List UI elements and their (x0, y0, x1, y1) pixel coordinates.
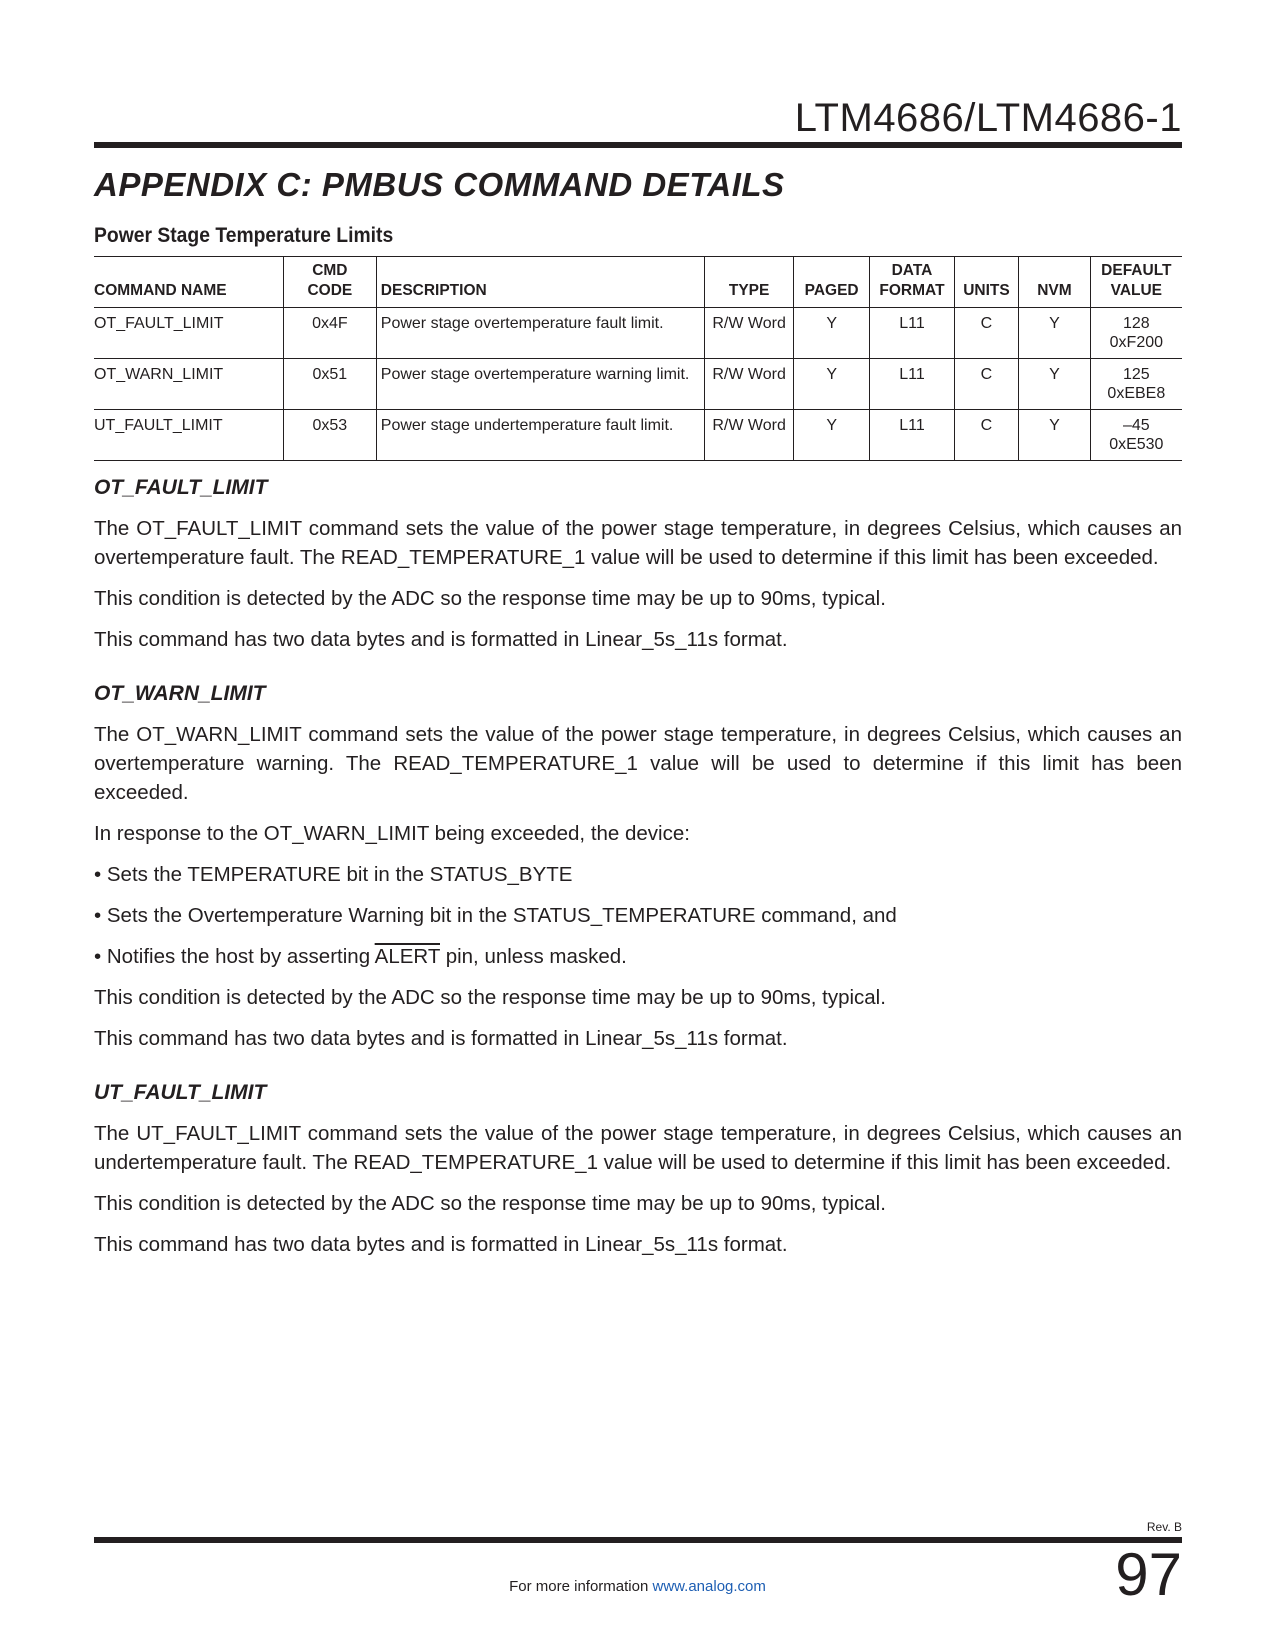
alert-signal: ALERT (374, 945, 440, 968)
table-row (94, 410, 1182, 461)
ot-warn-response-time: This condition is detected by the ADC so the response time may be up to 90ms, typical. (94, 986, 886, 1009)
cell-nvm: Y (1019, 410, 1090, 461)
cell-nvm: Y (1019, 359, 1090, 410)
col-default-line1: DEFAULT (1101, 262, 1172, 279)
page-number: 97 (1115, 1541, 1182, 1608)
cell-format: L11 (870, 308, 954, 359)
ut-fault-response-time: This condition is detected by the ADC so the response time may be up to 90ms, typical. (94, 1192, 886, 1215)
cell-paged: Y (794, 308, 870, 359)
cell-format: L11 (870, 359, 954, 410)
col-type: TYPE (705, 257, 794, 308)
col-data-format (870, 257, 954, 308)
cell-default (1090, 308, 1182, 359)
cell-default-hex: 0xE530 (1109, 436, 1164, 453)
appendix-title: APPENDIX C: PMBUS COMMAND DETAILS (94, 166, 785, 203)
part-number: LTM4686/LTM4686-1 (794, 96, 1182, 140)
ot-warn-bullet-3 (94, 942, 1182, 971)
section-title: Power Stage Temperature Limits (94, 224, 394, 247)
col-paged: PAGED (794, 257, 870, 308)
cell-name: OT_WARN_LIMIT (94, 359, 283, 410)
footer-text: For more information (509, 1578, 653, 1595)
cell-default-hex: 0xEBE8 (1107, 385, 1166, 402)
table-row (94, 359, 1182, 410)
cell-nvm: Y (1019, 308, 1090, 359)
ot-warn-response-intro: In response to the OT_WARN_LIMIT being exceeded, the device: (94, 822, 690, 845)
col-default-value (1090, 257, 1182, 308)
revision-label: Rev. B (1146, 1520, 1182, 1534)
cell-default (1090, 359, 1182, 410)
cell-code: 0x51 (283, 359, 376, 410)
cell-type: R/W Word (705, 308, 794, 359)
cell-name: OT_FAULT_LIMIT (94, 308, 283, 359)
cell-units: C (954, 410, 1019, 461)
col-nvm: NVM (1019, 257, 1090, 308)
cell-units: C (954, 359, 1019, 410)
table-row (94, 308, 1182, 359)
cell-type: R/W Word (705, 410, 794, 461)
col-data-format-line2: FORMAT (879, 282, 945, 299)
ot-warn-bullet-2: • Sets the Overtemperature Warning bit in the STATUS_TEMPERATURE command, and (94, 904, 897, 927)
cell-code: 0x4F (283, 308, 376, 359)
cell-description: Power stage overtemperature warning limit. (376, 359, 704, 410)
bottom-rule (94, 1537, 1182, 1543)
ut-fault-heading: UT_FAULT_LIMIT (94, 1081, 267, 1104)
footer (0, 1578, 1275, 1595)
command-table (94, 256, 1182, 461)
ot-warn-format: This command has two data bytes and is formatted in Linear_5s_11s format. (94, 1027, 788, 1050)
cell-type: R/W Word (705, 359, 794, 410)
ot-fault-paragraph: The OT_FAULT_LIMIT command sets the value of the power stage temperature, in degrees Celsius, which causes an overtemperature fault. The READ_TEMPERATURE_1 value will be used to determine if this limit has been exceeded. (94, 517, 1182, 569)
ot-warn-paragraph: The OT_WARN_LIMIT command sets the value of the power stage temperature, in degrees Celsius, which causes an overtemperature warning. The READ_TEMPERATURE_1 value will be used to determine if this limit has been exceeded. (94, 723, 1182, 804)
cell-description: Power stage overtemperature fault limit. (376, 308, 704, 359)
cell-format: L11 (870, 410, 954, 461)
body-content (94, 476, 1182, 1287)
bullet-3-prefix: • Notifies the host by asserting (94, 945, 375, 968)
ot-fault-response-time: This condition is detected by the ADC so the response time may be up to 90ms, typical. (94, 587, 886, 610)
bullet-3-suffix: pin, unless masked. (440, 945, 627, 968)
ot-warn-heading: OT_WARN_LIMIT (94, 682, 266, 705)
col-default-line2: VALUE (1110, 282, 1163, 299)
top-rule (94, 142, 1182, 148)
col-units: UNITS (954, 257, 1019, 308)
cell-units: C (954, 308, 1019, 359)
col-cmd-code: CMD CODE (283, 257, 376, 308)
ut-fault-paragraph: The UT_FAULT_LIMIT command sets the value of the power stage temperature, in degrees Celsius, which causes an undertemperature fault. The READ_TEMPERATURE_1 value will be used to determine if this limit has been exceeded. (94, 1122, 1182, 1174)
cell-code: 0x53 (283, 410, 376, 461)
cell-paged: Y (794, 359, 870, 410)
col-description: DESCRIPTION (376, 257, 704, 308)
footer-link[interactable]: www.analog.com (652, 1578, 766, 1595)
ot-fault-section (94, 476, 1182, 654)
ot-warn-section (94, 682, 1182, 1053)
cell-default-decimal: 125 (1122, 366, 1150, 383)
ot-warn-bullet-1: • Sets the TEMPERATURE bit in the STATUS_BYTE (94, 863, 573, 886)
ot-fault-format: This command has two data bytes and is formatted in Linear_5s_11s format. (94, 628, 788, 651)
cell-default-hex: 0xF200 (1109, 334, 1164, 351)
cell-default-decimal: –45 (1122, 417, 1150, 434)
table-header-row (94, 257, 1182, 308)
ut-fault-format: This command has two data bytes and is formatted in Linear_5s_11s format. (94, 1233, 788, 1256)
cell-description: Power stage undertemperature fault limit. (376, 410, 704, 461)
col-command-name: COMMAND NAME (94, 257, 283, 308)
cell-default (1090, 410, 1182, 461)
cell-paged: Y (794, 410, 870, 461)
ut-fault-section (94, 1081, 1182, 1259)
col-data-format-line1: DATA (891, 262, 933, 279)
cell-default-decimal: 128 (1122, 315, 1150, 332)
ot-fault-heading: OT_FAULT_LIMIT (94, 476, 268, 499)
cell-name: UT_FAULT_LIMIT (94, 410, 283, 461)
